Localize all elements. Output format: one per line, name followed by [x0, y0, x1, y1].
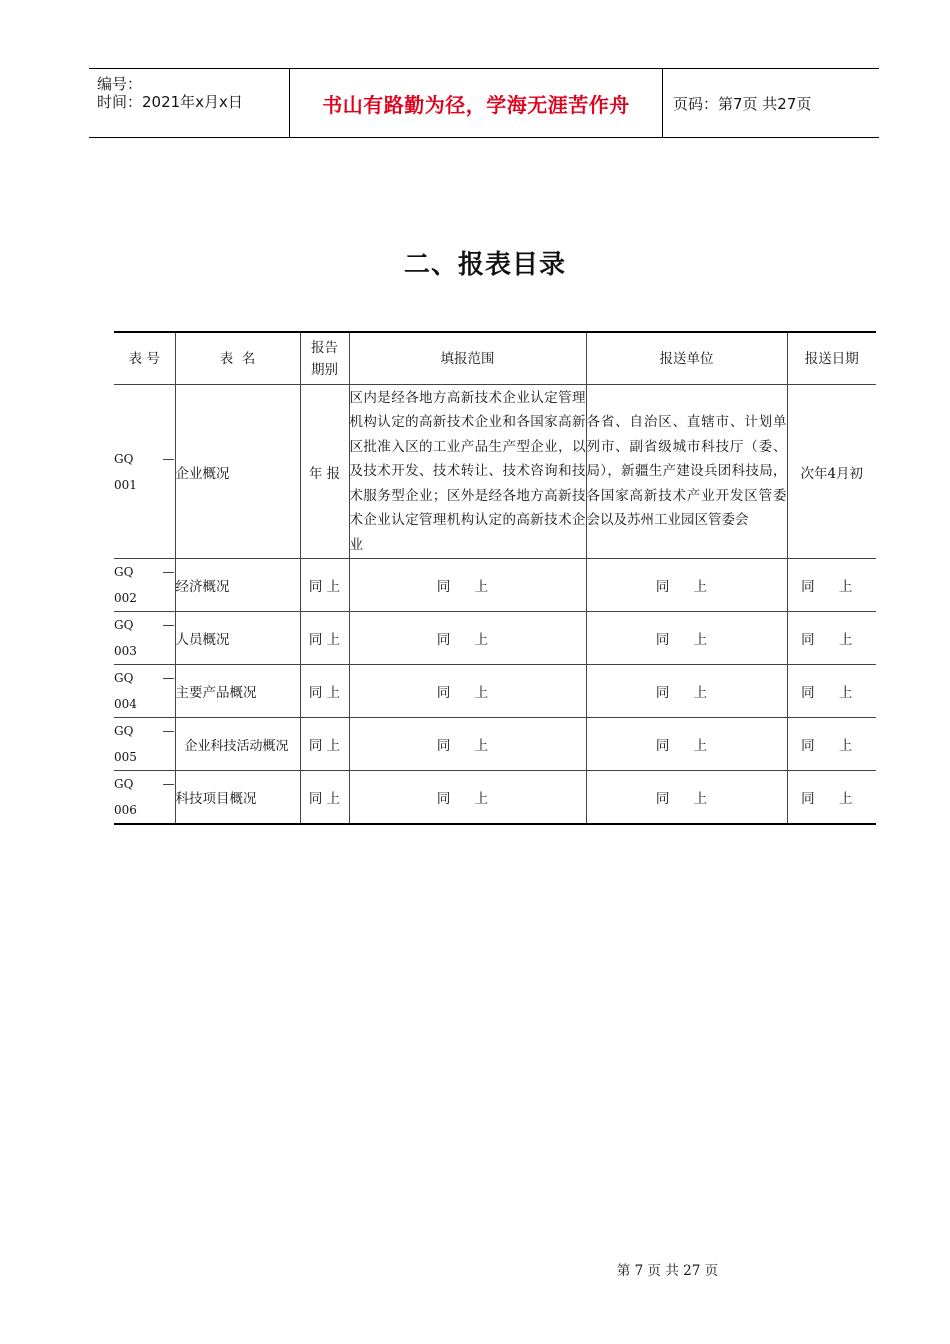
document-date-label: 时间：2021年x月x日 [97, 93, 243, 111]
header-period: 报告 期别 [300, 332, 349, 385]
table-date-cell: 同 上 [787, 559, 876, 612]
table-unit-cell: 同 上 [586, 612, 787, 665]
table-period-cell: 同 上 [300, 665, 349, 718]
table-name-cell: 主要产品概况 [175, 665, 300, 718]
table-code-cell: GQ — 001 [114, 385, 175, 559]
table-period-cell: 年 报 [300, 385, 349, 559]
table-scope-cell: 同 上 [349, 559, 586, 612]
header-motto: 书山有路勤为径，学海无涯苦作舟 [322, 92, 630, 117]
header-meta [89, 69, 289, 137]
header-code: 表 号 [114, 332, 175, 385]
table-row [114, 385, 876, 559]
table-date-cell: 次年4月初 [787, 385, 876, 559]
table-code-cell: GQ — 002 [114, 559, 175, 612]
table-name-cell: 企业概况 [175, 385, 300, 559]
table-scope-cell: 同 上 [349, 718, 586, 771]
table-unit-cell: 同 上 [586, 718, 787, 771]
header-scope: 填报范围 [349, 332, 586, 385]
table-unit-cell: 同 上 [586, 559, 787, 612]
table-period-cell: 同 上 [300, 559, 349, 612]
header-divider [662, 69, 663, 137]
table-date-cell: 同 上 [787, 612, 876, 665]
table-period-cell: 同 上 [300, 718, 349, 771]
table-code-cell: GQ — 005 [114, 718, 175, 771]
table-period-cell: 同 上 [300, 612, 349, 665]
table-name-cell: 企业科技活动概况 [175, 718, 300, 771]
table-period-cell: 同 上 [300, 771, 349, 825]
header-date: 报送日期 [787, 332, 876, 385]
table-scope-cell: 同 上 [349, 612, 586, 665]
table-unit-cell: 同 上 [586, 771, 787, 825]
section-title: 二、报表目录 [403, 250, 566, 280]
header-page-label: 页码：第7页 共27页 [673, 95, 812, 113]
document-number-label: 编号： [97, 75, 143, 93]
table-row [114, 718, 876, 771]
table-unit-cell: 各省、自治区、直辖市、计划单列市、副省级城市科技厅（委、局），新疆生产建设兵团科技局，各国家高新技术产业开发区管委会以及苏州工业园区管委会 [586, 385, 787, 559]
table-name-cell: 科技项目概况 [175, 771, 300, 825]
table-date-cell: 同 上 [787, 665, 876, 718]
table-code-cell: GQ — 003 [114, 612, 175, 665]
table-unit-cell: 同 上 [586, 665, 787, 718]
report-catalog-table [114, 331, 876, 825]
page-header [89, 68, 879, 138]
page-footer: 第 7 页 共 27 页 [616, 1263, 719, 1279]
table-row [114, 665, 876, 718]
table-name-cell: 经济概况 [175, 559, 300, 612]
table-code-cell: GQ — 006 [114, 771, 175, 825]
table-row [114, 612, 876, 665]
table-scope-cell: 同 上 [349, 771, 586, 825]
table-date-cell: 同 上 [787, 771, 876, 825]
table-row [114, 771, 876, 825]
header-unit: 报送单位 [586, 332, 787, 385]
header-name: 表 名 [175, 332, 300, 385]
table-date-cell: 同 上 [787, 718, 876, 771]
table-code-cell: GQ — 004 [114, 665, 175, 718]
table-header-row [114, 332, 876, 385]
table-scope-cell: 同 上 [349, 665, 586, 718]
table-scope-cell: 区内是经各地方高新技术企业认定管理机构认定的高新技术企业和各国家高新区批准入区的工业产品生产型企业，以及技术开发、技术转让、技术咨询和技术服务型企业；区外是经各地方高新技术企业认定管理机构认定的高新技术企业 [349, 385, 586, 559]
table-name-cell: 人员概况 [175, 612, 300, 665]
table-row [114, 559, 876, 612]
